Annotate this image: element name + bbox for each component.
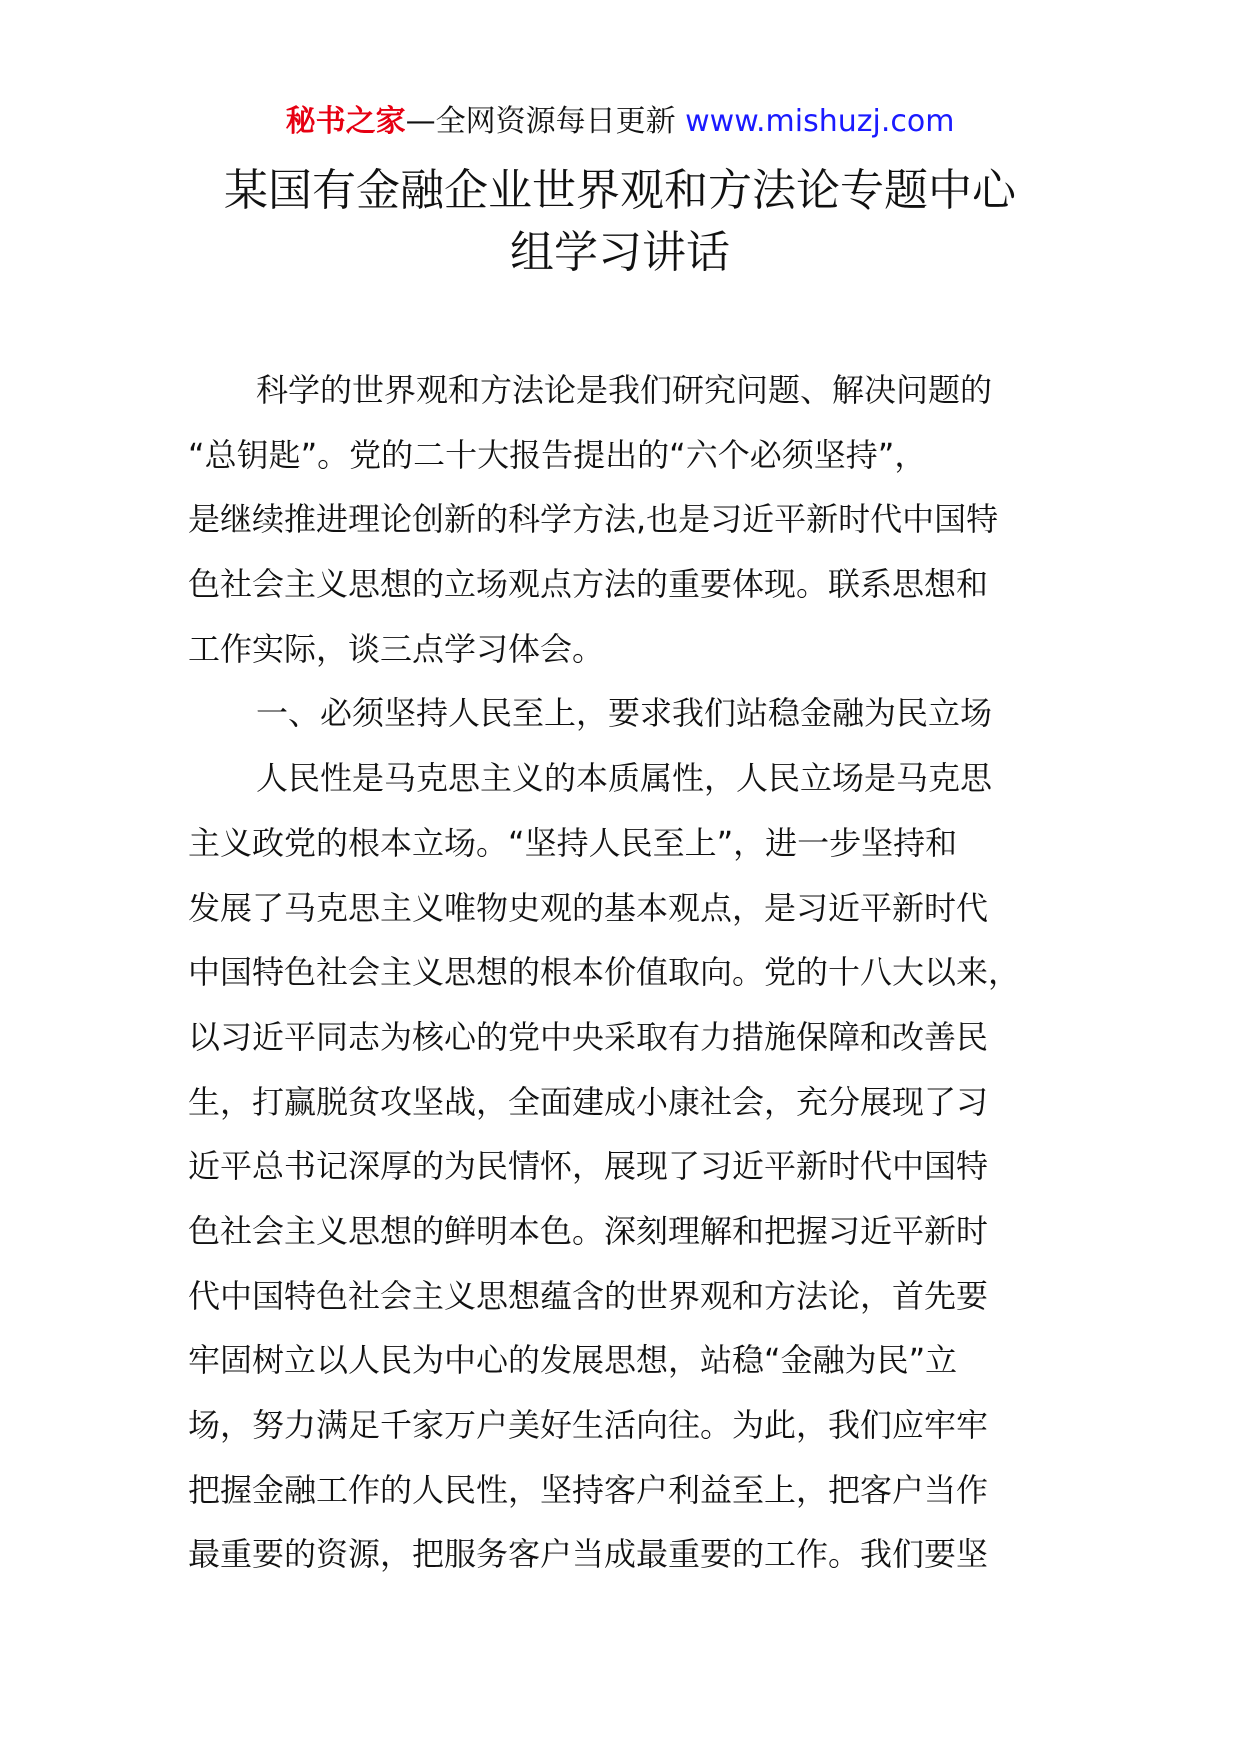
title-line: 某国有金融企业世界观和方法论专题中心 xyxy=(224,165,1016,216)
paragraph-line: 工作实际，谈三点学习体会。 xyxy=(188,629,605,668)
section-heading: 一、必须坚持人民至上，要求我们站稳金融为民立场 xyxy=(256,694,993,733)
paragraph-line: 牢固树立以人民为中心的发展思想，站稳“金融为民”立 xyxy=(188,1341,958,1380)
paragraph-line: 把握金融工作的人民性，坚持客户利益至上，把客户当作 xyxy=(188,1470,989,1509)
paragraph-line: 生，打赢脱贫攻坚战，全面建成小康社会，充分展现了习 xyxy=(188,1082,989,1121)
paragraph-line: 场，努力满足千家万户美好生活向往。为此，我们应牢牢 xyxy=(188,1406,989,1444)
brand-name: 秘书之家 xyxy=(285,104,406,139)
paragraph-line: 发展了马克思主义唯物史观的基本观点，是习近平新时代 xyxy=(188,888,989,927)
paragraph-line: 色社会主义思想的立场观点方法的重要体现。联系思想和 xyxy=(188,565,989,604)
paragraph-line: 近平总书记深厚的为民情怀，展现了习近平新时代中国特 xyxy=(188,1147,989,1186)
title-line: 组学习讲话 xyxy=(510,227,730,278)
paragraph-line: 是继续推进理论创新的科学方法,也是习近平新时代中国特 xyxy=(188,500,999,539)
paragraph-line: 色社会主义思想的鲜明本色。深刻理解和把握习近平新时 xyxy=(188,1211,989,1250)
paragraph-line: 代中国特色社会主义思想蕴含的世界观和方法论，首先要 xyxy=(188,1276,989,1315)
paragraph-line: 中国特色社会主义思想的根本价值取向。党的十八大以来， xyxy=(188,953,1021,992)
paragraph-line: 以习近平同志为核心的党中央采取有力措施保障和改善民 xyxy=(188,1017,989,1056)
header-tagline: —全网资源每日更新 xyxy=(405,104,676,139)
document-body xyxy=(188,358,1068,1587)
website-link[interactable]: www.mishuzj.com xyxy=(685,104,955,139)
paragraph-line: 主义政党的根本立场。“坚持人民至上”，进一步坚持和 xyxy=(188,823,958,862)
paragraph-line: 最重要的资源，把服务客户当成最重要的工作。我们要坚 xyxy=(188,1535,989,1574)
site-header xyxy=(0,100,1240,144)
document-title xyxy=(150,160,1090,284)
paragraph-line: “总钥匙”。党的二十大报告提出的“六个必须坚持”， xyxy=(188,435,927,474)
paragraph-line: 人民性是马克思主义的本质属性，人民立场是马克思 xyxy=(256,759,993,798)
paragraph-line: 科学的世界观和方法论是我们研究问题、解决问题的 xyxy=(256,371,993,409)
